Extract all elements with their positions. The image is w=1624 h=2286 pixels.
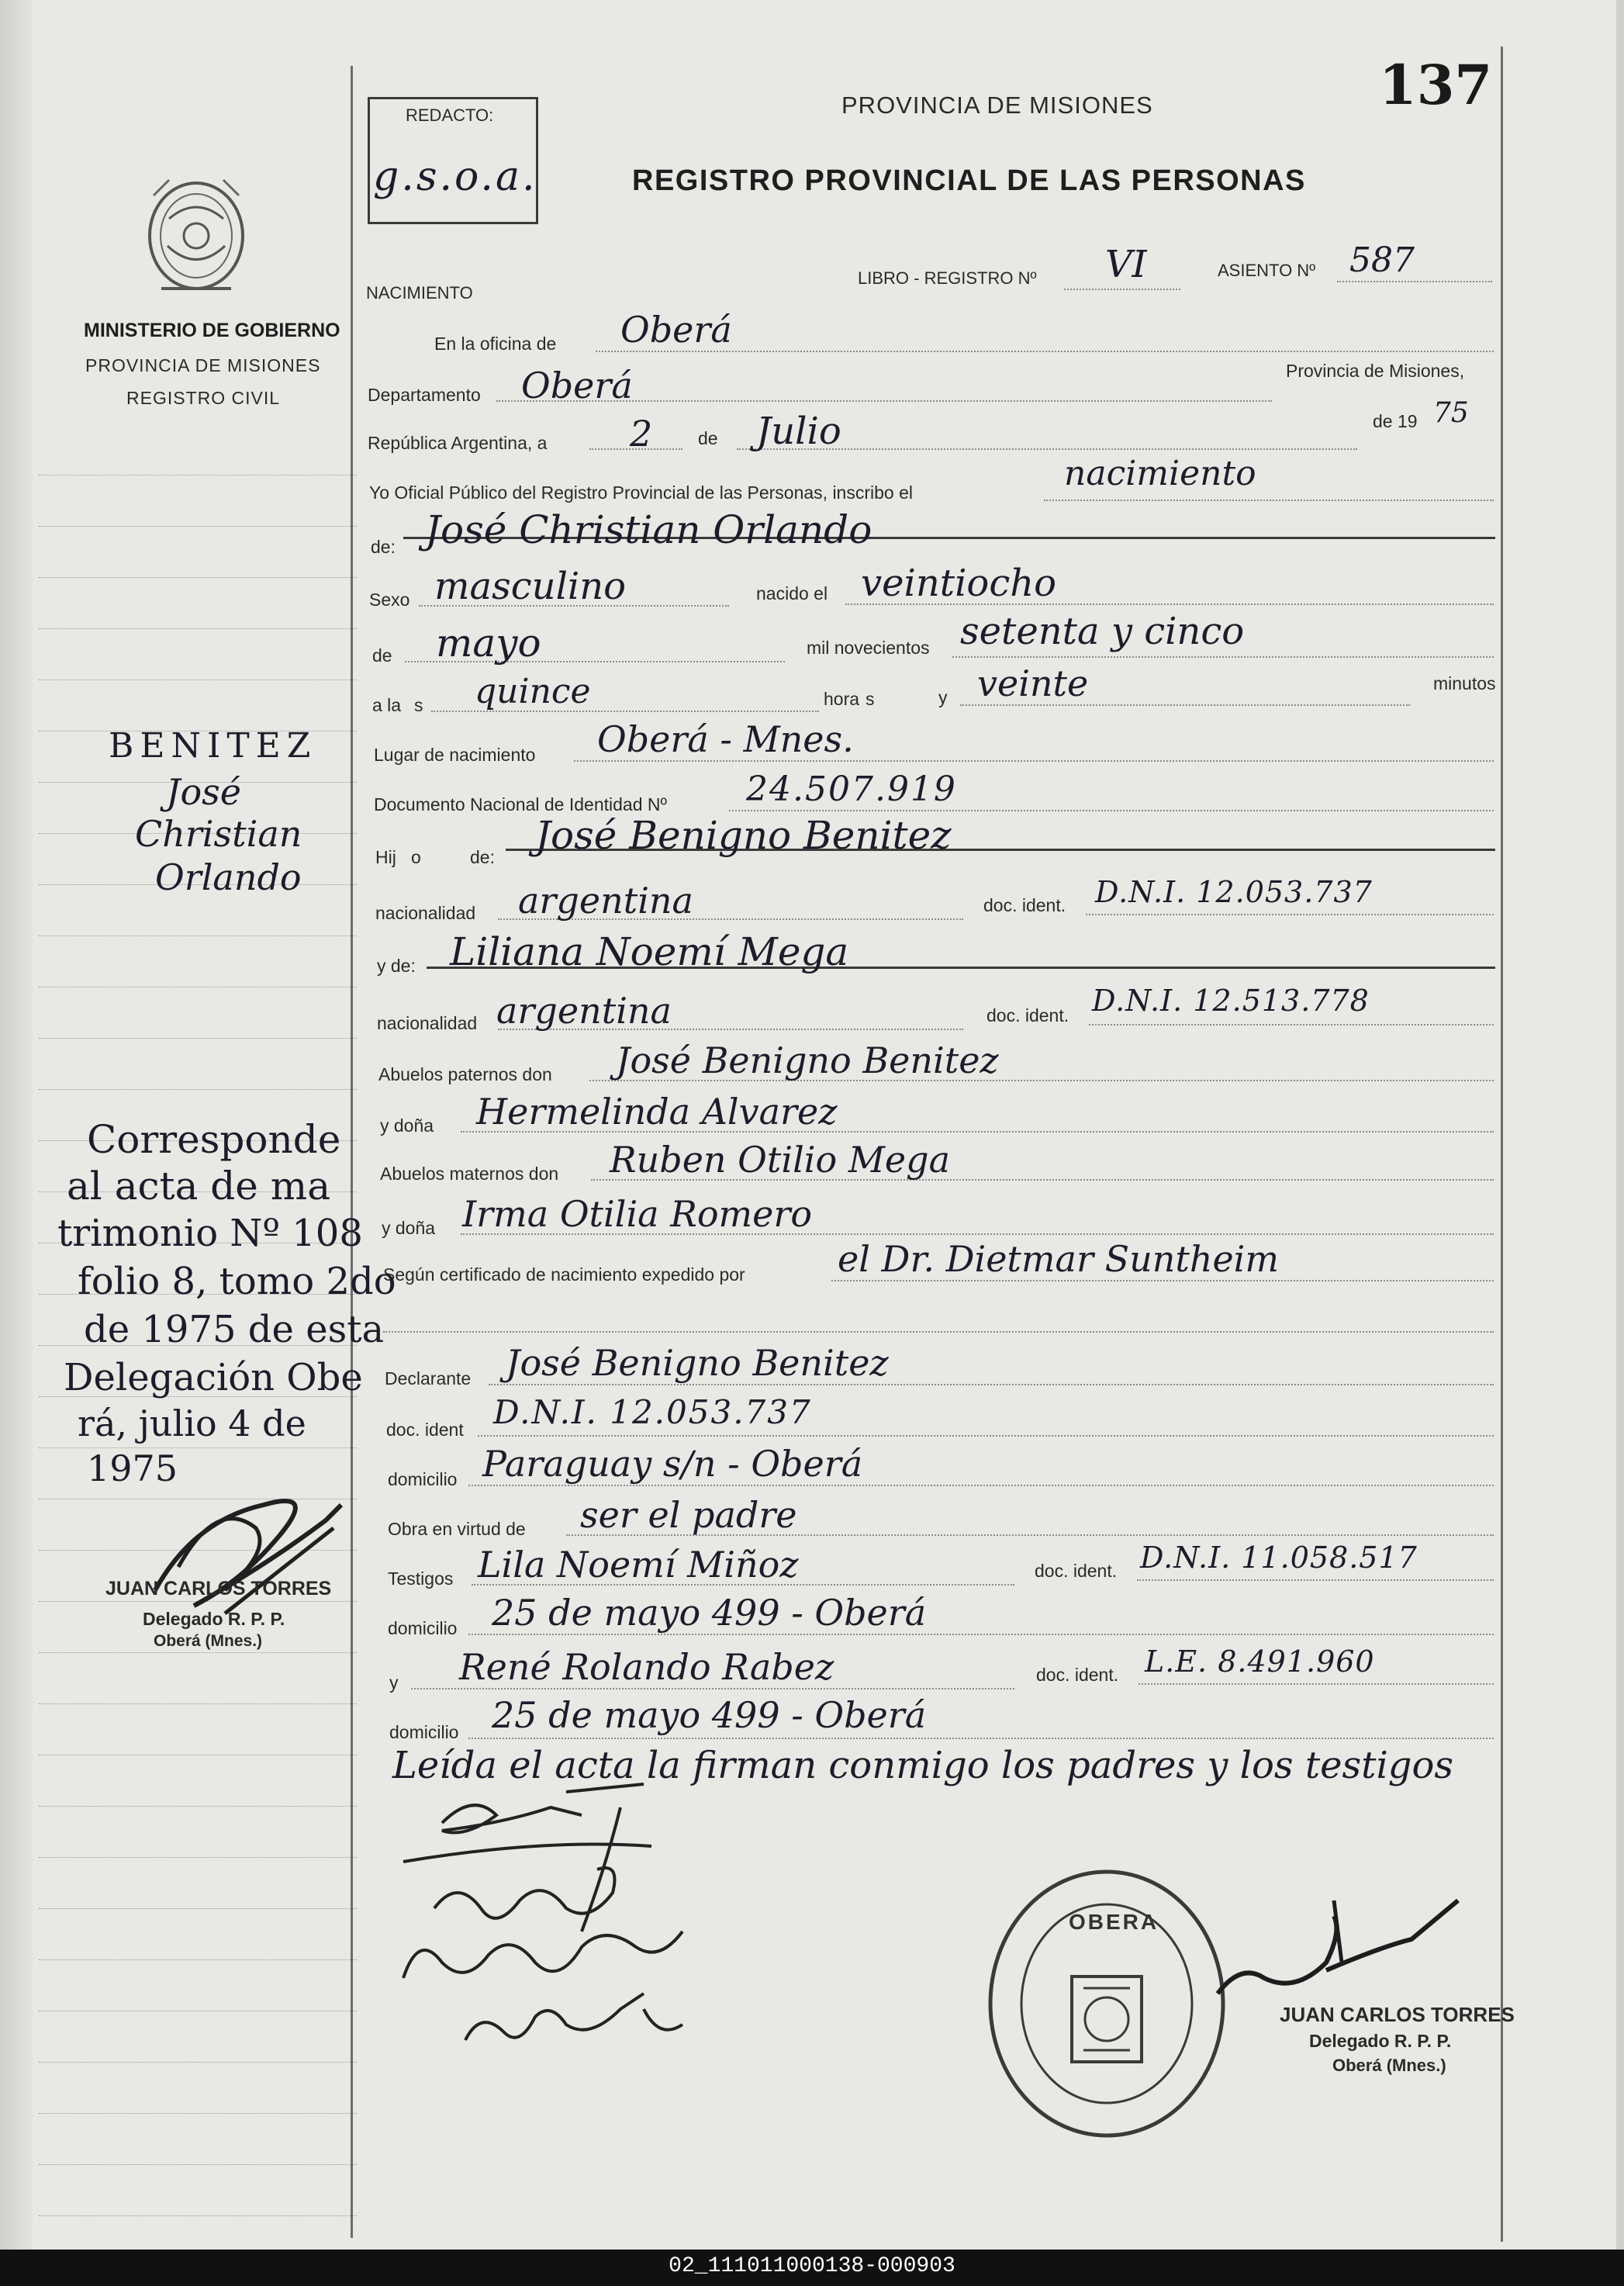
testigo1-doc-value: D.N.I. 11.058.517 xyxy=(1140,1541,1418,1575)
asiento-label: ASIENTO Nº xyxy=(1218,261,1316,280)
ministry-province: PROVINCIA DE MISIONES xyxy=(85,355,321,375)
mes-label: de xyxy=(372,645,392,666)
testigo1-value: Lila Noemí Miñoz xyxy=(478,1544,799,1586)
margin-note-line-3: trimonio Nº 108 xyxy=(57,1212,363,1255)
doc1-line xyxy=(1086,914,1494,915)
padre-value: José Benigno Benitez xyxy=(535,813,952,858)
libro-label: LIBRO - REGISTRO Nº xyxy=(858,268,1037,288)
libro-line xyxy=(1064,289,1180,290)
declarante-line xyxy=(489,1384,1494,1385)
mil-label: mil novecientos xyxy=(807,638,930,658)
fecha-de: de xyxy=(698,428,718,448)
redacto-box xyxy=(368,97,538,224)
margin-note-line-6: Delegación Obe xyxy=(64,1356,363,1399)
declarante-value: José Benigno Benitez xyxy=(506,1342,889,1384)
doc1-value: D.N.I. 12.053.737 xyxy=(1095,875,1373,909)
libro-value: VI xyxy=(1105,243,1147,286)
minutos-value: veinte xyxy=(977,662,1089,704)
nacido-label: nacido el xyxy=(756,583,828,603)
official-stamp-role: Delegado R. P. P. xyxy=(1309,2031,1452,2051)
binding-edge xyxy=(0,0,33,2250)
lugar-line xyxy=(574,760,1494,762)
ledger-rule xyxy=(39,2113,357,2114)
documento-label: Documento Nacional de Identidad Nº xyxy=(374,794,667,814)
decl-doc-label: doc. ident xyxy=(386,1420,464,1440)
de-label: de: xyxy=(371,537,396,557)
parties-signatures-icon xyxy=(388,1776,729,2071)
margin-signature-icon xyxy=(147,1474,349,1629)
ledger-rule xyxy=(39,2164,357,2165)
madre-label: y de: xyxy=(377,956,416,976)
testigo2-doc-label: doc. ident. xyxy=(1036,1665,1119,1685)
redacto-label: REDACTO: xyxy=(406,105,494,125)
mes-value: mayo xyxy=(436,621,541,666)
testigo2-label: y xyxy=(389,1672,399,1693)
ledger-rule xyxy=(39,1857,357,1858)
closing-statement: Leída el acta la firman conmigo los padres y los testigos xyxy=(392,1744,1454,1787)
margin-note-line-1: Corresponde xyxy=(87,1117,341,1162)
minutos-label: minutos xyxy=(1433,673,1496,693)
redacto-value: g.s.o.a. xyxy=(373,154,537,200)
ledger-rule xyxy=(39,1806,357,1807)
testigo1-dom-value: 25 de mayo 499 - Oberá xyxy=(492,1592,927,1634)
doc1-label: doc. ident. xyxy=(983,895,1066,915)
nacido-value: veintiocho xyxy=(861,562,1057,605)
registry-seal-icon xyxy=(979,1860,1235,2147)
decl-domicilio-value: Paraguay s/n - Oberá xyxy=(482,1443,863,1485)
doc2-line xyxy=(1089,1024,1494,1025)
sexo-value: masculino xyxy=(434,565,627,608)
ledger-rule xyxy=(39,2215,357,2216)
certificado-label: Según certificado de nacimiento expedido por xyxy=(383,1264,745,1285)
horas-label: hora xyxy=(824,689,860,709)
decl-doc-value: D.N.I. 12.053.737 xyxy=(493,1393,812,1431)
lugar-label: Lugar de nacimiento xyxy=(374,745,536,765)
testigo2-dom-label: domicilio xyxy=(389,1722,459,1742)
testigo1-doc-label: doc. ident. xyxy=(1035,1561,1118,1581)
ministry-registry: REGISTRO CIVIL xyxy=(126,388,281,408)
oficial-text: Yo Oficial Público del Registro Provincial de las Personas, inscribo el xyxy=(369,482,913,503)
departamento-label: Departamento xyxy=(368,385,481,405)
ledger-rule xyxy=(39,1038,357,1039)
abuelos-paternos-label: Abuelos paternos don xyxy=(378,1064,552,1084)
abuela-paterna-value: Hermelinda Alvarez xyxy=(476,1091,838,1133)
certificado-line-2 xyxy=(383,1331,1494,1333)
nacionalidad2-value: argentina xyxy=(496,990,672,1032)
mil-line xyxy=(952,656,1494,658)
official-stamp-name: JUAN CARLOS TORRES xyxy=(1280,2003,1515,2026)
left-column-rule xyxy=(351,66,353,2238)
fecha-label: República Argentina, a xyxy=(368,433,548,453)
ledger-rule xyxy=(39,1703,357,1704)
departamento-value: Oberá xyxy=(521,365,633,406)
testigo2-doc-line xyxy=(1139,1683,1494,1685)
ledger-rule xyxy=(39,2062,357,2063)
margin-note-line-2: al acta de ma xyxy=(67,1164,331,1209)
testigos-label: Testigos xyxy=(388,1568,454,1589)
margin-stamp-name: JUAN CARLOS TORRES xyxy=(105,1578,332,1600)
horas-suffix: s xyxy=(866,689,875,709)
ledger-rule xyxy=(39,628,357,629)
hora-label: a la xyxy=(372,695,402,715)
ledger-rule xyxy=(39,526,357,527)
hora-y: y xyxy=(938,687,948,707)
testigo1-doc-line xyxy=(1137,1579,1494,1581)
testigo1-dom-label: domicilio xyxy=(388,1618,458,1638)
margin-note-line-8: 1975 xyxy=(87,1447,178,1489)
lugar-value: Oberá - Mnes. xyxy=(597,718,854,760)
provincia-suffix: Provincia de Misiones, xyxy=(1286,361,1465,381)
oficina-label: En la oficina de xyxy=(434,334,557,354)
nacionalidad2-label: nacionalidad xyxy=(377,1013,478,1033)
ledger-rule xyxy=(39,1908,357,1909)
ledger-rule xyxy=(39,1959,357,1960)
ledger-rule xyxy=(39,475,357,476)
doc2-label: doc. ident. xyxy=(986,1005,1069,1025)
mil-value: setenta y cinco xyxy=(960,610,1245,653)
madre-value: Liliana Noemí Mega xyxy=(450,929,849,974)
documento-value: 24.507.919 xyxy=(746,769,957,809)
documento-line xyxy=(729,810,1494,811)
coat-of-arms-icon xyxy=(138,172,254,300)
right-column-rule xyxy=(1501,47,1503,2242)
abuela-paterna-label: y doña xyxy=(380,1115,434,1136)
seal-city: OBERA xyxy=(1069,1910,1159,1934)
margin-given-1: José xyxy=(166,771,241,813)
ministry-title: MINISTERIO DE GOBIERNO xyxy=(84,320,340,341)
abuelo-materno-value: Ruben Otilio Mega xyxy=(610,1139,951,1181)
margin-stamp-place: Oberá (Mnes.) xyxy=(154,1632,263,1650)
margin-given-2: Christian xyxy=(135,813,302,855)
scan-id: 02_111011000138-000903 xyxy=(669,2254,955,2278)
fecha-year: 75 xyxy=(1433,397,1469,429)
testigo1-dom-line xyxy=(468,1634,1494,1635)
hora-suffix1: s xyxy=(414,695,423,715)
fecha-day: 2 xyxy=(630,413,653,455)
testigo2-dom-value: 25 de mayo 499 - Oberá xyxy=(492,1694,927,1736)
ledger-rule xyxy=(39,1652,357,1653)
asiento-line xyxy=(1337,281,1492,282)
sexo-label: Sexo xyxy=(369,590,410,610)
oficina-line xyxy=(596,351,1494,352)
abuelo-paterno-value: José Benigno Benitez xyxy=(616,1039,999,1081)
testigo2-dom-line xyxy=(468,1738,1494,1739)
certificado-value: el Dr. Dietmar Suntheim xyxy=(838,1238,1280,1280)
fecha-month: Julio xyxy=(756,410,841,453)
nacionalidad1-value: argentina xyxy=(518,880,693,922)
certificado-line xyxy=(831,1280,1494,1281)
testigo2-doc-value: L.E. 8.491.960 xyxy=(1145,1644,1375,1679)
hora-value: quince xyxy=(475,672,591,711)
margin-note-line-5: de 1975 de esta xyxy=(84,1308,385,1351)
official-stamp-place: Oberá (Mnes.) xyxy=(1332,2056,1446,2075)
obra-label: Obra en virtud de xyxy=(388,1519,526,1539)
declarante-label: Declarante xyxy=(385,1368,472,1389)
inscribo-value: nacimiento xyxy=(1064,454,1256,493)
hijo-suffix: o xyxy=(411,847,421,867)
testigo2-value: René Rolando Rabez xyxy=(459,1646,834,1688)
hijo-de: de: xyxy=(470,847,495,867)
official-signature-icon xyxy=(1210,1885,1474,2009)
page-number: 137 xyxy=(1379,53,1493,117)
record-type: NACIMIENTO xyxy=(366,283,473,303)
decl-doc-line xyxy=(478,1435,1494,1437)
margin-given-3: Orlando xyxy=(155,856,302,898)
page-edge xyxy=(1616,0,1624,2250)
oficina-value: Oberá xyxy=(620,309,732,351)
province-header: PROVINCIA DE MISIONES xyxy=(841,92,1153,119)
nombre-value: José Christian Orlando xyxy=(425,507,872,552)
abuela-materna-label: y doña xyxy=(382,1218,436,1238)
doc2-value: D.N.I. 12.513.778 xyxy=(1092,984,1370,1018)
ledger-rule xyxy=(39,1089,357,1090)
decl-domicilio-label: domicilio xyxy=(388,1469,458,1489)
margin-surname: BENITEZ xyxy=(109,726,317,766)
ledger-rule xyxy=(39,577,357,578)
decl-domicilio-line xyxy=(468,1485,1494,1486)
margin-stamp-role: Delegado R. P. P. xyxy=(143,1609,285,1629)
scan-footer xyxy=(0,2250,1624,2286)
asiento-value: 587 xyxy=(1349,240,1415,280)
hijo-label: Hij xyxy=(375,847,396,867)
testigo2-line xyxy=(411,1688,1014,1689)
fecha-year-label: de 19 xyxy=(1373,411,1418,431)
margin-note-line-7: rá, julio 4 de xyxy=(78,1402,306,1444)
abuela-materna-value: Irma Otilia Romero xyxy=(462,1193,813,1235)
registry-title: REGISTRO PROVINCIAL DE LAS PERSONAS xyxy=(632,164,1306,197)
inscribo-line xyxy=(1044,500,1494,501)
obra-value: ser el padre xyxy=(580,1494,797,1536)
minutos-line xyxy=(960,704,1410,706)
ledger-rule xyxy=(39,935,357,936)
margin-note-line-4: folio 8, tomo 2do xyxy=(78,1260,396,1303)
nacionalidad1-label: nacionalidad xyxy=(375,903,476,923)
abuelos-maternos-label: Abuelos maternos don xyxy=(380,1164,559,1184)
